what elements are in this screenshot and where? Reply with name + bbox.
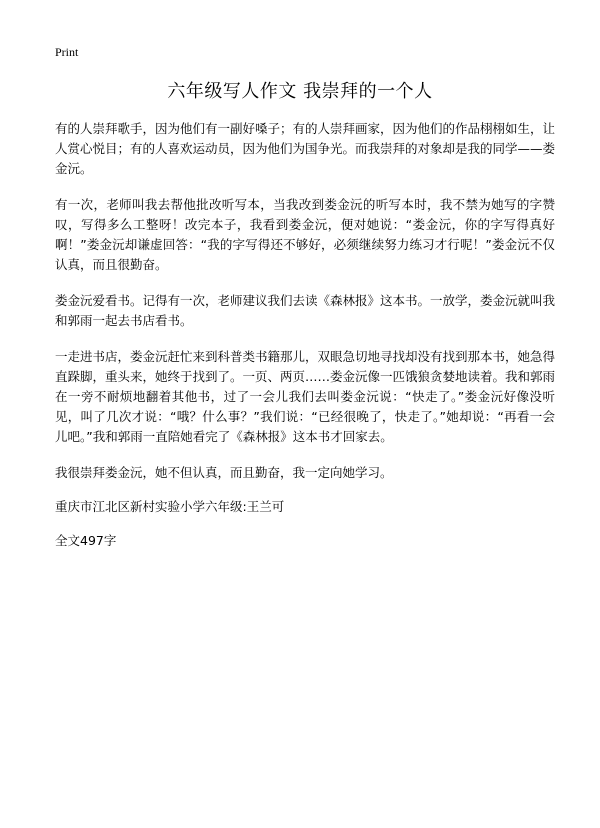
word-count: 全文497字 <box>55 533 117 548</box>
paragraph-4: 一走进书店，娄金沅赶忙来到科普类书籍那儿，双眼急切地寻找却没有找到那本书，她急得直跺脚，重头来，她终于找到了。一页、两页……娄金沅像一匹饿狼贪婪地读着。我和郭雨在一旁不耐烦地翻着其他书，过了一会儿我们去叫娄金沅说：“快走了。”娄金沅好像没听见，叫了几次才说：“哦？什么事？”我们说：“已经很晚了，快走了。”她却说：“再看一会儿吧。”我和郭雨一直陪她看完了《森林报》这本书才回家去。 <box>55 349 556 444</box>
author-line: 重庆市江北区新村实验小学六年级:王兰可 <box>55 499 285 514</box>
paragraph-5: 我很崇拜娄金沅，她不但认真，而且勤奋，我一定向她学习。 <box>55 465 393 480</box>
article-title: 六年级写人作文 我崇拜的一个人 <box>167 81 433 102</box>
print-link[interactable]: Print <box>55 45 79 59</box>
article-body <box>55 119 555 565</box>
paragraph-3: 娄金沅爱看书。记得有一次，老师建议我们去读《森林报》这本书。一放学，娄金沅就叫我和郭雨一起去书店看书。 <box>55 293 556 328</box>
paragraph-1: 有的人崇拜歌手，因为他们有一副好嗓子；有的人崇拜画家，因为他们的作品栩栩如生，让人赏心悦目；有的人喜欢运动员，因为他们为国争光。而我崇拜的对象却是我的同学——娄金沅。 <box>55 121 556 176</box>
paragraph-2: 有一次，老师叫我去帮他批改听写本，当我改到娄金沅的听写本时，我不禁为她写的字赞叹，写得多么工整呀！改完本子，我看到娄金沅，便对她说：“娄金沅，你的字写得真好啊！”娄金沅却谦虚回答：“我的字写得还不够好，必须继续努力练习才行呢！”娄金沅不仅认真，而且很勤奋。 <box>55 197 555 272</box>
